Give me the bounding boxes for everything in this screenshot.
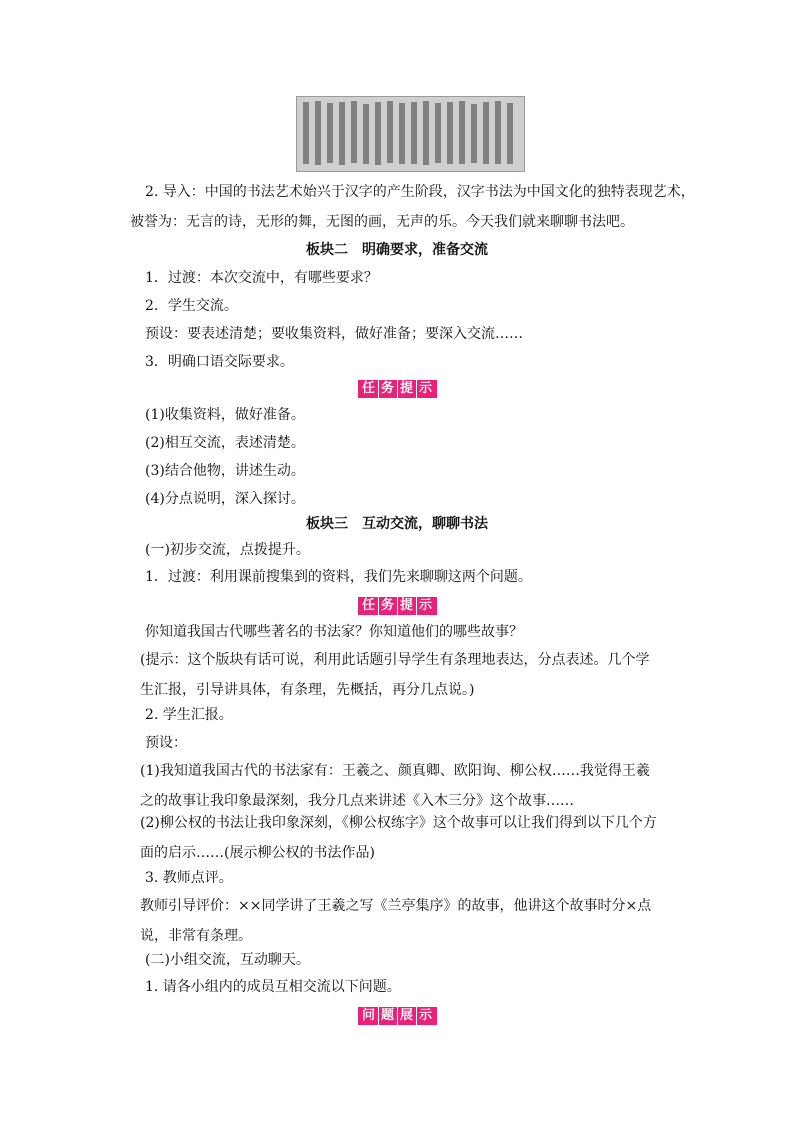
badge-char: 问	[361, 1008, 375, 1023]
section-three-b-item-1: 1. 请各小组内的成员互相交流以下问题。	[145, 979, 401, 995]
section-three-heading: 板块三 互动交流，聊聊书法	[306, 516, 488, 532]
section-two-item-3: 3．明确口语交际要求。	[145, 354, 294, 370]
section-two-heading: 板块二 明确要求，准备交流	[306, 242, 488, 258]
badge-char: 任	[361, 598, 375, 613]
section-two-preset: 预设：要表述清楚；要收集资料，做好准备；要深入交流……	[145, 326, 523, 342]
badge-char: 务	[378, 380, 397, 398]
section-three-item-2: 2. 学生汇报。	[145, 707, 233, 723]
task-tip-badge-1	[0, 377, 794, 398]
requirement-1: (1)收集资料，做好准备。	[145, 407, 305, 423]
question-1: 你知道我国古代哪些著名的书法家？你知道他们的哪些故事？	[145, 624, 523, 640]
badge-char: 务	[378, 597, 397, 615]
badge-char: 示	[416, 380, 435, 398]
badge-char: 示	[416, 1007, 435, 1025]
requirement-2: (2)相互交流，表述清楚。	[145, 435, 305, 451]
badge-char: 展	[397, 1007, 416, 1025]
badge-char: 提	[397, 380, 416, 398]
preset-label: 预设：	[145, 735, 187, 751]
section-two-item-1: 1．过渡：本次交流中，有哪些要求？	[145, 270, 378, 286]
badge-char: 任	[361, 381, 375, 396]
answer-1: (1)我知道我国古代的书法家有：王羲之、颜真卿、欧阳询、柳公权……我觉得王羲之的故事让我印象最深刻，我分几点来讲述《入木三分》这个故事……	[140, 763, 650, 809]
answer-2: (2)柳公权的书法让我印象深刻，《柳公权练字》这个故事可以让我们得到以下几个方面的启示……(展示柳公权的书法作品)	[140, 815, 657, 861]
question-display-badge	[0, 1004, 794, 1025]
section-three-part-a: (一)初步交流，点拨提升。	[145, 542, 310, 558]
calligraphy-scroll-image	[296, 96, 525, 172]
teacher-evaluation: 教师引导评价：××同学讲了王羲之写《兰亭集序》的故事，他讲这个故事时分×点说，非常有条理。	[140, 898, 652, 944]
hint-paragraph: (提示：这个版块有话可说，利用此话题引导学生有条理地表达，分点表述。几个学生汇报，引导讲具体，有条理，先概括，再分几点说。)	[140, 652, 650, 698]
paragraph-intro: 2. 导入：中国的书法艺术始兴于汉字的产生阶段，汉字书法为中国文化的独特表现艺术，	[145, 184, 695, 200]
paragraph-intro-cont: 被誉为：无言的诗，无形的舞，无图的画，无声的乐。今天我们就来聊聊书法吧。	[130, 214, 634, 230]
badge-char: 题	[378, 1007, 397, 1025]
section-three-part-b: (二)小组交流，互动聊天。	[145, 952, 310, 968]
section-three-item-3: 3. 教师点评。	[145, 870, 233, 886]
badge-char: 示	[416, 597, 435, 615]
section-three-item-1: 1．过渡：利用课前搜集到的资料，我们先来聊聊这两个问题。	[145, 569, 532, 585]
requirement-3: (3)结合他物，讲述生动。	[145, 463, 305, 479]
requirement-4: (4)分点说明，深入探讨。	[145, 491, 305, 507]
section-two-item-2: 2．学生交流。	[145, 298, 238, 314]
badge-char: 提	[397, 597, 416, 615]
task-tip-badge-2	[0, 594, 794, 615]
